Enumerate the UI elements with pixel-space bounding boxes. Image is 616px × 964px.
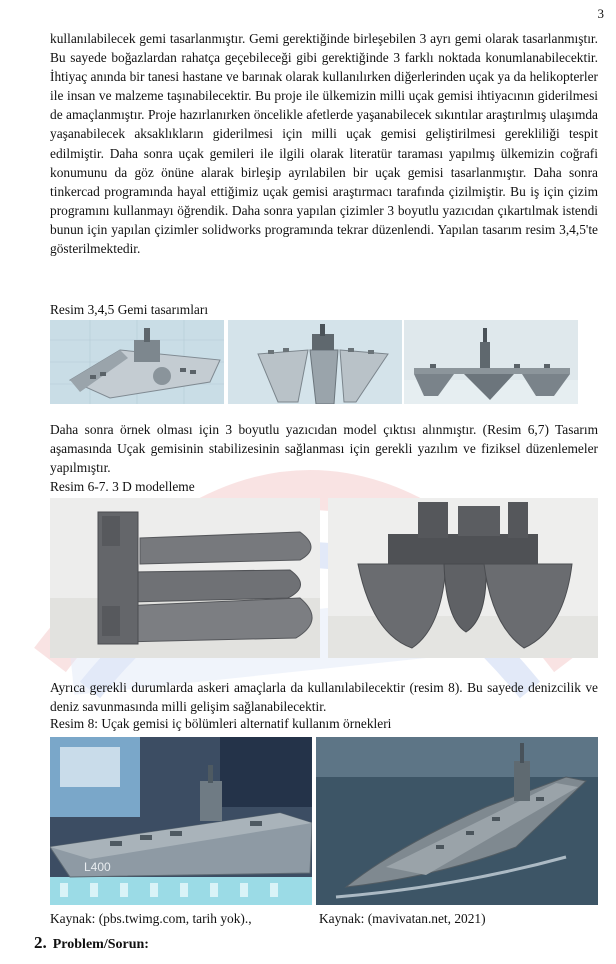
section-heading [34, 933, 149, 953]
figure-3-cad-render [50, 320, 224, 404]
paragraph-2: Daha sonra örnek olması için 3 boyutlu yazıcıdan model çıktısı alınmıştır. (Resim 6,7) Tasarım aşamasında Uçak gemisinin stabilizesinin sağlanması için gerekli yazılım ve fiziksel düzenlemeler yapılmıştır. [50, 422, 598, 476]
hull-number-label: L400 [84, 860, 111, 874]
source-citation-2: Kaynak: (mavivatan.net, 2021) [319, 911, 486, 926]
figure-6-printed-model [50, 498, 320, 658]
paragraph-3: Ayrıca gerekli durumlarda askeri amaçlarla da kullanılabilecektir (resim 8). Bu sayede denizcilik ve deniz savunmasında milli gelişim sağlanabilecektir. [50, 680, 598, 715]
page-number: 3 [597, 6, 604, 21]
figure-4-cad-render [228, 320, 402, 404]
paragraph-1: kullanılabilecek gemi tasarlanmıştır. Gemi gerektiğinde birleşebilen 3 ayrı gemi olarak tasarlanmıştır. Bu sayede boğazlardan rahatça geçebileceği gibi gerektiğinde 3 farklı noktada konumlanabilecektir. İhtiyaç anında bir tanesi hastane ve barınak olarak kullanılırken diğerlerinden uçak ya da helikopterler ile insan ve malzeme taşınabilecektir. Bu proje ile ülkemizin milli uçak gemisi ihtiyacının giderilmesi de amaçlanmıştır. Proje hazırlanırken öncelikle afetlerde yaşanabilecek sıkıntılar araştırılmış ulaşımda yaşanabilecek aksaklıkların giderilmesi için milli uçak gemisi geliştirilmesi gerekliliği tespit edilmiştir. Daha sonra uçak gemileri ile ilgili olarak literatür taraması yapılmış ülkemizin coğrafi konumunu da göz önüne alarak birleşip ayrılabilen bir uçak gemisi tasarlanmıştır. Daha sonra tinkercad programında hayal ettiğimiz uçak gemisi araştırmacı tarafında çizilmiştir. Bu iş için çizim programını kullanmayı öğrendik. Daha sonra yapılan çizimler 3 boyutlu yazıcıdan çıkartılmak istendi bunun için yapılan çizimler solidworks programında tekrar düzenlendi. Yapılan tasarım resim 3,4,5'te gösterilmektedir. [50, 31, 598, 257]
caption-figure-8: Resim 8: Uçak gemisi iç bölümleri alternatif kullanım örnekleri [50, 716, 392, 731]
figure-7-printed-model [328, 498, 598, 658]
figure-5-cad-render [404, 320, 578, 404]
figure-8-exhibition-model-photo [50, 737, 312, 905]
section-number: 2. [34, 933, 47, 952]
source-citation-1: Kaynak: (pbs.twimg.com, tarih yok)., [50, 911, 252, 926]
section-title: Problem/Sorun: [52, 937, 149, 952]
caption-figures-3-4-5: Resim 3,4,5 Gemi tasarımları [50, 302, 209, 317]
caption-figures-6-7: Resim 6-7. 3 D modelleme [50, 479, 195, 494]
figure-8-carrier-at-sea-photo [316, 737, 598, 905]
